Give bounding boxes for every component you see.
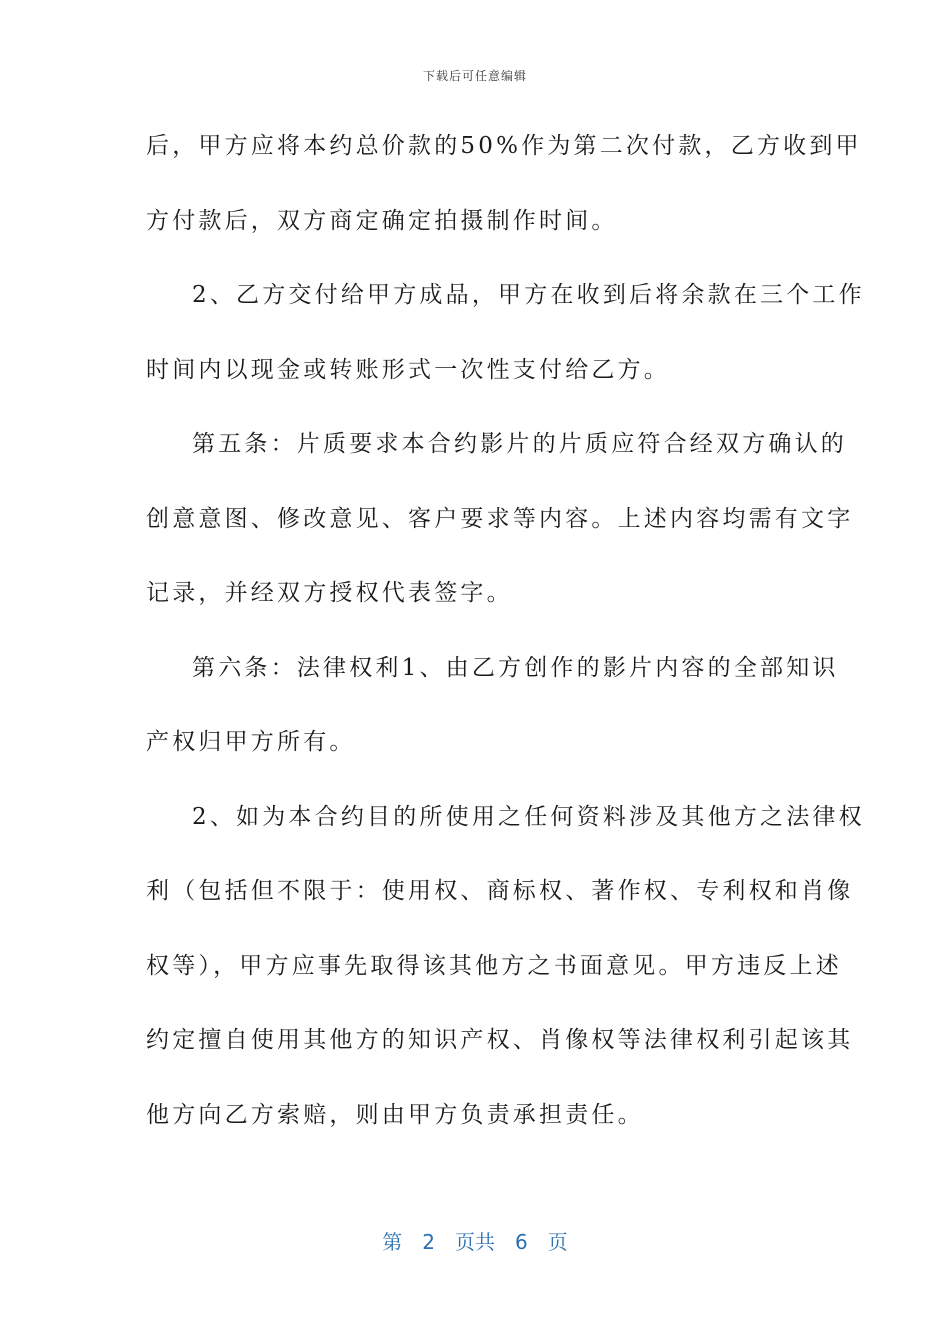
text-line: 时间内以现金或转账形式一次性支付给乙方。 [146,356,670,383]
text-line: 第六条：法律权利1、由乙方创作的影片内容的全部知识 [192,654,839,681]
text-line: 利（包括但不限于：使用权、商标权、著作权、专利权和肖像 [146,878,854,904]
text-line: 方付款后，双方商定确定拍摄制作时间。 [146,207,618,234]
page-total: 6 [515,1230,528,1254]
text-line: 后，甲方应将本约总价款的50%作为第二次付款，乙方收到甲 [146,133,862,159]
page-suffix: 页 [547,1230,568,1254]
document-body [146,124,865,1167]
text-line: 产权归甲方所有。 [146,729,356,755]
text-line: 约定擅自使用其他方的知识产权、肖像权等法律权利引起该其 [146,1027,854,1053]
text-line: 权等），甲方应事先取得该其他方之书面意见。甲方违反上述 [146,952,842,979]
page-number: 2 [422,1230,435,1254]
header-note: 下载后可任意编辑 [422,69,527,83]
page-prefix: 第 [382,1230,403,1254]
text-line: 2、乙方交付给甲方成品，甲方在收到后将余款在三个工作 [192,282,865,308]
text-line: 创意意图、修改意见、客户要求等内容。上述内容均需有文字 [146,505,854,532]
text-line: 2、如为本合约目的所使用之任何资料涉及其他方之法律权 [192,803,865,830]
text-line: 记录，并经双方授权代表签字。 [146,580,513,606]
page-middle: 页共 [455,1230,495,1254]
page-footer [0,1226,950,1255]
text-line: 第五条：片质要求本合约影片的片质应符合经双方确认的 [192,431,847,457]
text-line: 他方向乙方索赔，则由甲方负责承担责任。 [146,1101,644,1128]
